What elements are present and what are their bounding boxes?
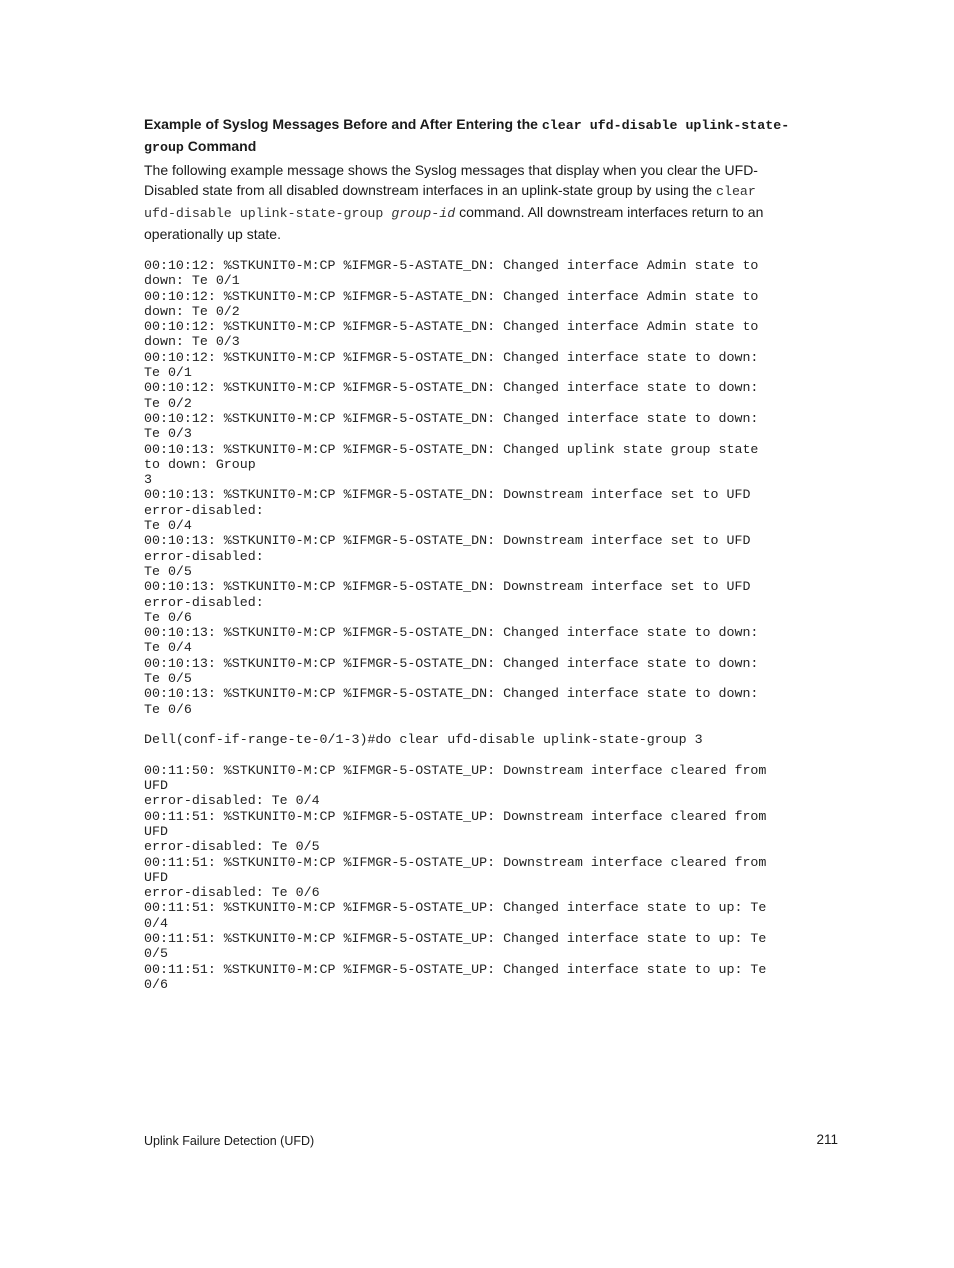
log-line: 3 bbox=[144, 472, 152, 488]
log-line: 00:10:13: %STKUNIT0-M:CP %IFMGR-5-OSTATE_DN: Downstream interface set to UFD bbox=[144, 487, 751, 503]
log-line: UFD bbox=[144, 823, 168, 839]
log-line: 00:10:13: %STKUNIT0-M:CP %IFMGR-5-OSTATE_DN: Changed interface state to down: bbox=[144, 625, 759, 641]
log-line: 00:10:12: %STKUNIT0-M:CP %IFMGR-5-OSTATE_DN: Changed interface state to down: bbox=[144, 380, 759, 396]
log-line: 00:10:12: %STKUNIT0-M:CP %IFMGR-5-ASTATE_DN: Changed interface Admin state to bbox=[144, 288, 759, 304]
log-blank-line bbox=[144, 748, 834, 763]
log-line: down: Te 0/1 bbox=[144, 273, 240, 289]
log-line: error-disabled: Te 0/4 bbox=[144, 793, 320, 809]
log-line: 00:10:12: %STKUNIT0-M:CP %IFMGR-5-OSTATE_DN: Changed interface state to down: bbox=[144, 410, 759, 426]
log-line: 00:11:51: %STKUNIT0-M:CP %IFMGR-5-OSTATE_UP: Changed interface state to up: Te bbox=[144, 900, 767, 916]
log-line: Te 0/5 bbox=[144, 671, 192, 687]
heading-command-part2: group bbox=[144, 140, 184, 155]
log-line: UFD bbox=[144, 869, 168, 885]
intro-text-2: Disabled state from all disabled downstream interfaces in an uplink-state group by using the bbox=[144, 182, 716, 198]
page-number: 211 bbox=[816, 1132, 838, 1147]
log-line: down: Te 0/2 bbox=[144, 303, 240, 319]
log-line: 00:11:51: %STKUNIT0-M:CP %IFMGR-5-OSTATE_UP: Downstream interface cleared from bbox=[144, 854, 767, 870]
heading-prefix: Example of Syslog Messages Before and After Entering the bbox=[144, 116, 542, 132]
log-line: Te 0/6 bbox=[144, 701, 192, 717]
log-line: 00:10:13: %STKUNIT0-M:CP %IFMGR-5-OSTATE_DN: Downstream interface set to UFD bbox=[144, 579, 751, 595]
intro-code-italic: group-id bbox=[391, 206, 456, 221]
intro-text-1: The following example message shows the Syslog messages that display when you clear the UFD- bbox=[144, 162, 758, 178]
log-line: error-disabled: Te 0/6 bbox=[144, 885, 320, 901]
footer-chapter-title: Uplink Failure Detection (UFD) bbox=[144, 1134, 315, 1148]
intro-paragraph bbox=[144, 160, 824, 244]
log-line: to down: Group bbox=[144, 456, 256, 472]
log-line: 00:11:51: %STKUNIT0-M:CP %IFMGR-5-OSTATE_UP: Changed interface state to up: Te bbox=[144, 931, 767, 947]
log-line: 00:10:12: %STKUNIT0-M:CP %IFMGR-5-ASTATE_DN: Changed interface Admin state to bbox=[144, 319, 759, 335]
log-line: 00:11:50: %STKUNIT0-M:CP %IFMGR-5-OSTATE_UP: Downstream interface cleared from bbox=[144, 762, 767, 778]
log-line: 00:10:12: %STKUNIT0-M:CP %IFMGR-5-OSTATE_DN: Changed interface state to down: bbox=[144, 349, 759, 365]
intro-code-1: clear bbox=[715, 184, 756, 199]
log-line: 00:10:13: %STKUNIT0-M:CP %IFMGR-5-OSTATE_DN: Changed interface state to down: bbox=[144, 655, 759, 671]
log-line: 0/4 bbox=[144, 915, 168, 931]
log-line: 00:10:13: %STKUNIT0-M:CP %IFMGR-5-OSTATE_DN: Changed interface state to down: bbox=[144, 686, 759, 702]
log-line: error-disabled: Te 0/5 bbox=[144, 839, 320, 855]
log-line: error-disabled: bbox=[144, 502, 264, 518]
syslog-code-block bbox=[144, 258, 834, 992]
log-line: Te 0/4 bbox=[144, 518, 192, 534]
heading-command-part1: clear ufd-disable uplink-state- bbox=[541, 118, 790, 133]
log-line: down: Te 0/3 bbox=[144, 334, 240, 350]
log-line: Te 0/6 bbox=[144, 609, 192, 625]
log-line: 00:10:12: %STKUNIT0-M:CP %IFMGR-5-ASTATE_DN: Changed interface Admin state to bbox=[144, 258, 759, 273]
log-line: 00:11:51: %STKUNIT0-M:CP %IFMGR-5-OSTATE_UP: Downstream interface cleared from bbox=[144, 808, 767, 824]
log-line: 00:10:13: %STKUNIT0-M:CP %IFMGR-5-OSTATE_DN: Downstream interface set to UFD bbox=[144, 533, 751, 549]
intro-code-2: ufd-disable uplink-state-group bbox=[144, 206, 392, 221]
heading-suffix: Command bbox=[183, 138, 257, 154]
log-line: error-disabled: bbox=[144, 594, 264, 610]
intro-text-3: command. All downstream interfaces return to an bbox=[455, 204, 764, 220]
log-line: 0/5 bbox=[144, 946, 168, 962]
log-line: 00:10:13: %STKUNIT0-M:CP %IFMGR-5-OSTATE_DN: Changed uplink state group state bbox=[144, 441, 759, 457]
log-line: 00:11:51: %STKUNIT0-M:CP %IFMGR-5-OSTATE_UP: Changed interface state to up: Te bbox=[144, 961, 767, 977]
log-line: 0/6 bbox=[144, 976, 168, 992]
log-blank-line bbox=[144, 717, 834, 732]
log-line: Dell(conf-if-range-te-0/1-3)#do clear ufd-disable uplink-state-group 3 bbox=[144, 732, 703, 748]
section-heading bbox=[144, 114, 824, 158]
log-line: error-disabled: bbox=[144, 548, 264, 564]
log-line: Te 0/3 bbox=[144, 426, 192, 442]
log-line: Te 0/5 bbox=[144, 563, 192, 579]
log-line: UFD bbox=[144, 778, 168, 794]
intro-text-4: operationally up state. bbox=[144, 226, 281, 242]
log-line: Te 0/1 bbox=[144, 365, 192, 381]
log-line: Te 0/4 bbox=[144, 640, 192, 656]
log-line: Te 0/2 bbox=[144, 395, 192, 411]
